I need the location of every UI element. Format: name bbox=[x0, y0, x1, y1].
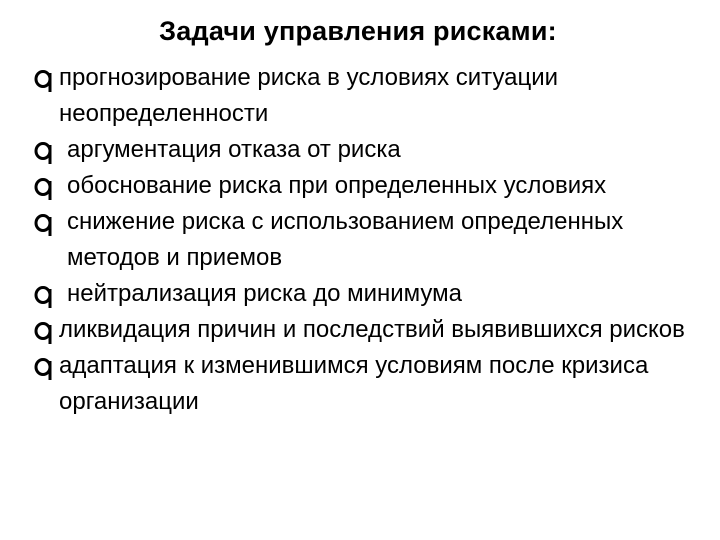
list-item bbox=[34, 348, 694, 420]
list-item-text: нейтрализация риска до минимума bbox=[67, 280, 463, 307]
list-item-text: прогнозирование риска в условиях ситуации неопределенности bbox=[59, 64, 559, 127]
list-item-text: снижение риска с использованием определенных методов и приемов bbox=[67, 208, 624, 271]
square-q-bullet-icon bbox=[34, 312, 56, 348]
list-item bbox=[34, 276, 694, 312]
square-q-bullet-icon bbox=[34, 132, 56, 168]
list-item bbox=[34, 312, 694, 348]
square-q-bullet-icon bbox=[34, 168, 56, 204]
list-item bbox=[34, 168, 694, 204]
square-q-bullet-icon bbox=[34, 348, 56, 384]
slide-title bbox=[0, 16, 720, 47]
list-item bbox=[34, 60, 694, 132]
square-q-bullet-icon bbox=[34, 60, 56, 96]
list-item-text: аргументация отказа от риска bbox=[67, 136, 401, 163]
list-item bbox=[34, 132, 694, 168]
list-item-text: обоснование риска при определенных условиях bbox=[67, 172, 607, 199]
list-item bbox=[34, 204, 694, 276]
list-item-text: адаптация к изменившимся условиям после кризиса организации bbox=[59, 352, 649, 415]
list-item-text: ликвидация причин и последствий выявившихся рисков bbox=[59, 316, 685, 343]
square-q-bullet-icon bbox=[34, 204, 56, 240]
slide-title-text: Задачи управления рисками: bbox=[159, 16, 557, 46]
square-q-bullet-icon bbox=[34, 276, 56, 312]
task-list bbox=[34, 60, 694, 420]
